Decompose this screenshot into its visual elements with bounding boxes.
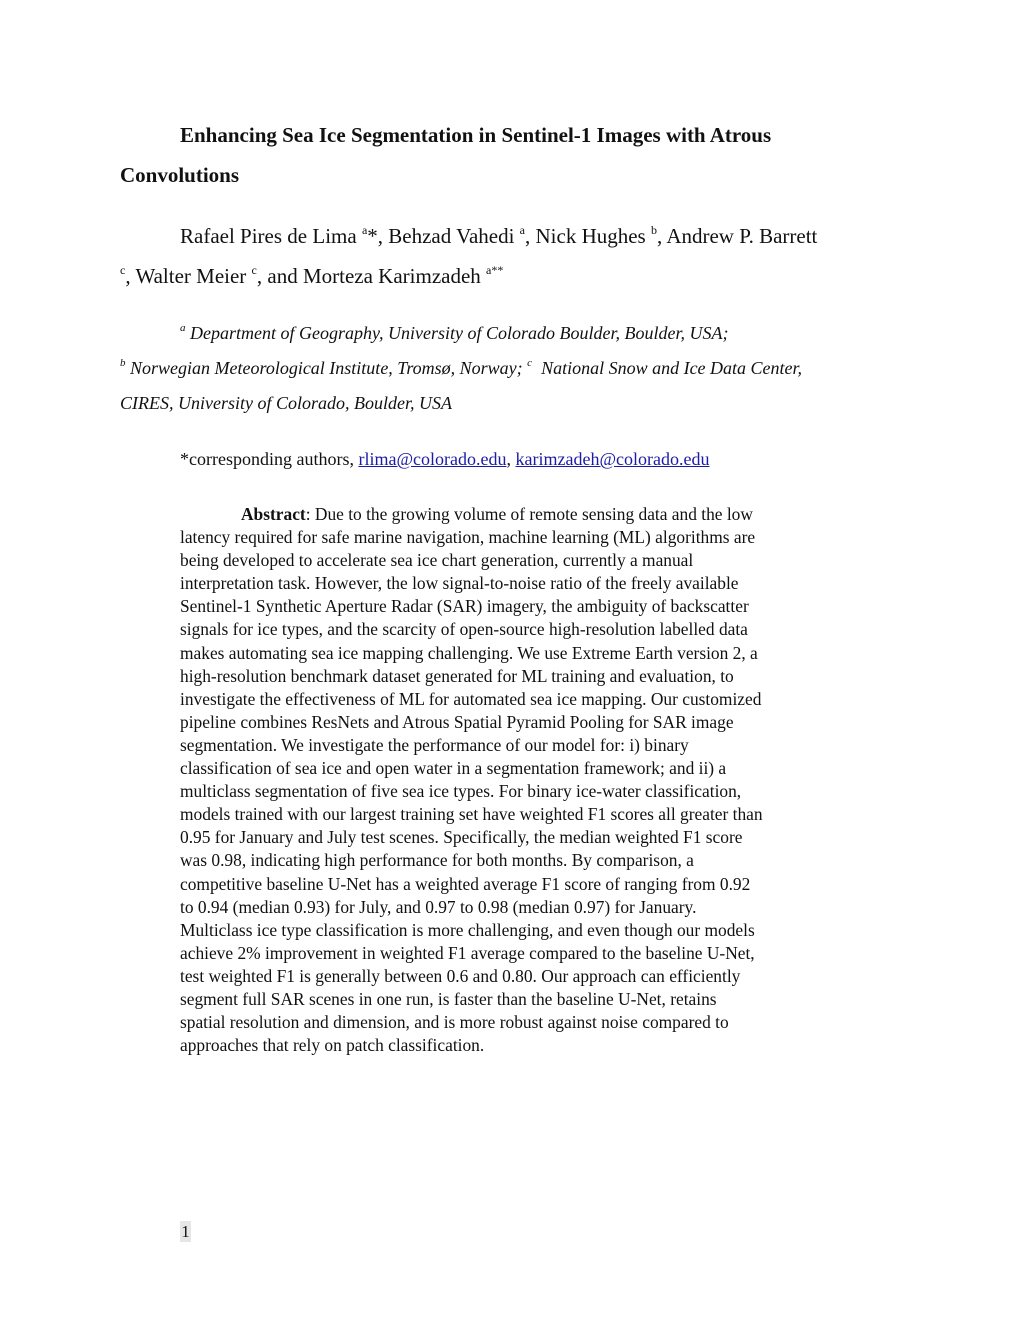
- author-list-line-2: [120, 256, 503, 296]
- author-separator: , and: [256, 264, 303, 288]
- abstract-line: signals for ice types, and the scarcity of open-source high-resolution labelled data: [180, 619, 748, 640]
- abstract-line: high-resolution benchmark dataset generated for ML training and evaluation, to: [180, 665, 734, 686]
- abstract-line: 0.95 for January and July test scenes. Specifically, the median weighted F1 score: [180, 827, 743, 848]
- affiliation-marker: b: [120, 357, 126, 369]
- author-name: Andrew P. Barrett: [666, 224, 818, 248]
- paper-title-line-2: Convolutions: [120, 163, 240, 187]
- abstract-label: Abstract: [241, 504, 306, 524]
- affiliation-text: National Snow and Ice Data Center,: [541, 358, 803, 378]
- abstract-line: spatial resolution and dimension, and is more robust against noise compared to: [180, 1012, 729, 1033]
- abstract-line: Multiclass ice type classification is more challenging, and even though our models: [180, 919, 755, 940]
- affiliation-a: [180, 316, 728, 351]
- affiliation-marker: a: [519, 223, 525, 237]
- abstract-line: to 0.94 (median 0.93) for July, and 0.97 to 0.98 (median 0.97) for January.: [180, 896, 697, 917]
- affiliation-marker: a: [180, 322, 186, 334]
- affiliation-text: Norwegian Meteorological Institute, Tromsø, Norway;: [130, 358, 523, 378]
- abstract-line: classification of sea ice and open water in a segmentation framework; and ii) a: [180, 758, 727, 779]
- abstract-line: achieve 2% improvement in weighted F1 average compared to the baseline U-Net,: [180, 942, 755, 963]
- abstract-line: makes automating sea ice mapping challenging. We use Extreme Earth version 2, a: [180, 642, 758, 663]
- affiliation-b-c: [120, 351, 802, 386]
- author-list-line-1: [180, 216, 817, 256]
- affiliation-text: Department of Geography, University of Colorado Boulder, Boulder, USA;: [190, 323, 729, 343]
- email-separator: ,: [506, 449, 516, 469]
- abstract: [180, 503, 763, 1057]
- abstract-line: latency required for safe marine navigation, machine learning (ML) algorithms are: [180, 527, 756, 548]
- abstract-line: interpretation task. However, the low signal-to-noise ratio of the freely available: [180, 573, 739, 594]
- abstract-text: : Due to the growing volume of remote sensing data and the low: [305, 504, 753, 524]
- author-separator: ,: [525, 224, 536, 248]
- author-name: Morteza Karimzadeh: [302, 264, 481, 288]
- affiliation-marker: c: [251, 263, 257, 277]
- abstract-line: Sentinel-1 Synthetic Aperture Radar (SAR) imagery, the ambiguity of backscatter: [180, 596, 749, 617]
- author-separator: ,: [125, 264, 136, 288]
- paper-title-line-1: Enhancing Sea Ice Segmentation in Sentinel-1 Images with Atrous: [180, 123, 772, 147]
- author-name: Behzad Vahedi: [388, 224, 515, 248]
- author-name: Nick Hughes: [535, 224, 646, 248]
- affiliation-marker: a: [361, 223, 368, 237]
- abstract-line: multiclass segmentation of five sea ice types. For binary ice-water classification,: [180, 781, 742, 802]
- abstract-line: models trained with our largest training set have weighted F1 scores all greater than: [180, 804, 763, 825]
- page-number: 1: [181, 1222, 190, 1241]
- abstract-line: was 0.98, indicating high performance for both months. By comparison, a: [180, 850, 694, 871]
- abstract-line: competitive baseline U-Net has a weighted average F1 score of ranging from 0.92: [180, 873, 751, 894]
- abstract-line: investigate the effectiveness of ML for automated sea ice mapping. Our customized: [180, 688, 762, 709]
- abstract-line: being developed to accelerate sea ice chart generation, currently a manual: [180, 550, 694, 571]
- email-link-rlima[interactable]: rlima@colorado.edu: [358, 449, 507, 469]
- affiliation-marker: a**: [486, 263, 504, 277]
- corresponding-authors: [180, 447, 710, 471]
- abstract-line: segmentation. We investigate the performance of our model for: i) binary: [180, 734, 689, 755]
- author-separator: ,: [656, 224, 667, 248]
- author-name: Walter Meier: [135, 264, 247, 288]
- abstract-line: approaches that rely on patch classification.: [180, 1035, 485, 1056]
- abstract-line: pipeline combines ResNets and Atrous Spatial Pyramid Pooling for SAR image: [180, 711, 734, 732]
- corresponding-label: *corresponding authors,: [180, 449, 359, 469]
- corresponding-marker: *,: [367, 224, 389, 248]
- affiliation-marker: b: [650, 223, 657, 237]
- abstract-line: segment full SAR scenes in one run, is faster than the baseline U-Net, retains: [180, 988, 717, 1009]
- author-name: Rafael Pires de Lima: [180, 224, 357, 248]
- email-link-karimzadeh[interactable]: karimzadeh@colorado.edu: [515, 449, 710, 469]
- abstract-line: test weighted F1 is generally between 0.6 and 0.80. Our approach can efficiently: [180, 965, 741, 986]
- affiliation-marker: c: [120, 263, 126, 277]
- abstract-first-line: [180, 503, 763, 526]
- affiliation-c-continued: CIRES, University of Colorado, Boulder, USA: [120, 393, 452, 413]
- affiliation-marker: c: [527, 357, 533, 369]
